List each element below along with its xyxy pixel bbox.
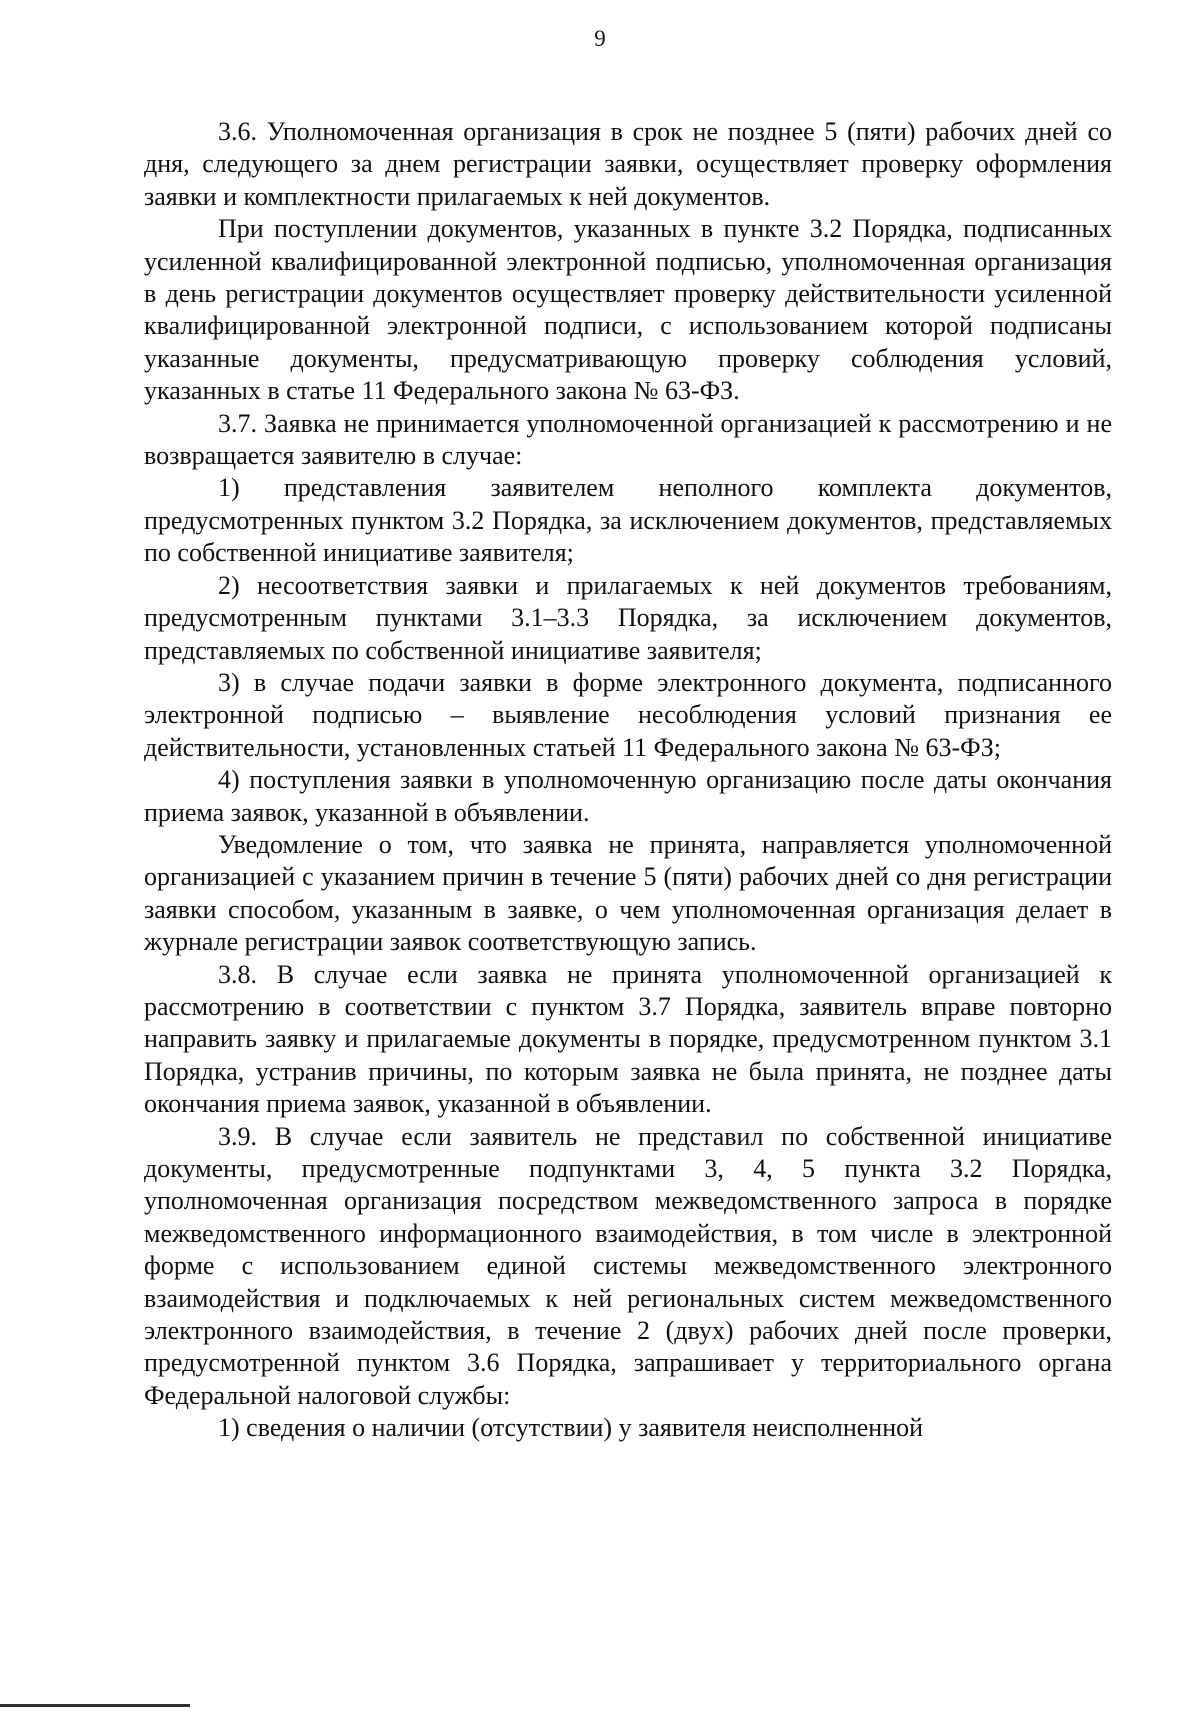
page-number: 9 [594,26,606,51]
list-item-3-7-1: 1) представления заявителем неполного комплекта документов, предусмотренных пунктом 3.2 Порядка, за исключением документов, представляемых по собственной инициативе заявителя; [144,473,1112,568]
list-item-3-9-1: 1) сведения о наличии (отсутствии) у заявителя неисполненной [218,1413,924,1443]
paragraph-3-9: 3.9. В случае если заявитель не представил по собственной инициативе документы, предусмотренные подпунктами 3, 4, 5 пункта 3.2 Порядка, уполномоченная организация посредством межведомственного запроса в порядке межведомственного информационного взаимодействия, в том числе в электронной форме с использованием единой системы межведомственного электронного взаимодействия и подключаемых к ней региональных систем межведомственного электронного взаимодействия, в течение 2 (двух) рабочих дней после проверки, предусмотренной пунктом 3.6 Порядка, запрашивает у территориального органа Федеральной налоговой службы: [144,1121,1112,1410]
paragraph-notification: Уведомление о том, что заявка не принята, направляется уполномоченной организацией с указанием причин в течение 5 (пяти) рабочих дней со дня регистрации заявки способом, указанным в заявке, о чем уполномоченная организация делает в журнале регистрации заявок соответствующую запись. [144,829,1112,957]
document-body [144,116,1112,1445]
list-item-3-7-2: 2) несоответствия заявки и прилагаемых к ней документов требованиям, предусмотренным пунктами 3.1–3.3 Порядка, за исключением документов, представляемых по собственной инициативе заявителя; [144,570,1112,665]
paragraph-3-8: 3.8. В случае если заявка не принята уполномоченной организацией к рассмотрению в соответствии с пунктом 3.7 Порядка, заявитель вправе повторно направить заявку и прилагаемые документы в порядке, предусмотренном пунктом 3.1 Порядка, устранив причины, по которым заявка не была принята, не позднее даты окончания приема заявок, указанной в объявлении. [144,959,1112,1119]
scan-edge-line [0,1704,190,1707]
list-item-3-7-4: 4) поступления заявки в уполномоченную организацию после даты окончания приема заявок, указанной в объявлении. [144,765,1112,827]
paragraph-3-6: 3.6. Уполномоченная организация в срок не позднее 5 (пяти) рабочих дней со дня, следующего за днем регистрации заявки, осуществляет проверку оформления заявки и комплектности прилагаемых к ней документов. [144,117,1112,211]
paragraph-signature-check: При поступлении документов, указанных в пункте 3.2 Порядка, подписанных усиленной квалифицированной электронной подписью, уполномоченная организация в день регистрации документов осуществляет проверку действительности усиленной квалифицированной электронной подписи, с использованием которой подписаны указанные документы, предусматривающую проверку соблюдения условий, указанных в статье 11 Федерального закона № 63-ФЗ. [144,214,1112,406]
paragraph-3-7: 3.7. Заявка не принимается уполномоченной организацией к рассмотрению и не возвращается заявителю в случае: [144,408,1112,471]
list-item-3-7-3: 3) в случае подачи заявки в форме электронного документа, подписанного электронной подписью – выявление несоблюдения условий признания ее действительности, установленных статьей 11 Федерального закона № 63-ФЗ; [144,667,1112,762]
